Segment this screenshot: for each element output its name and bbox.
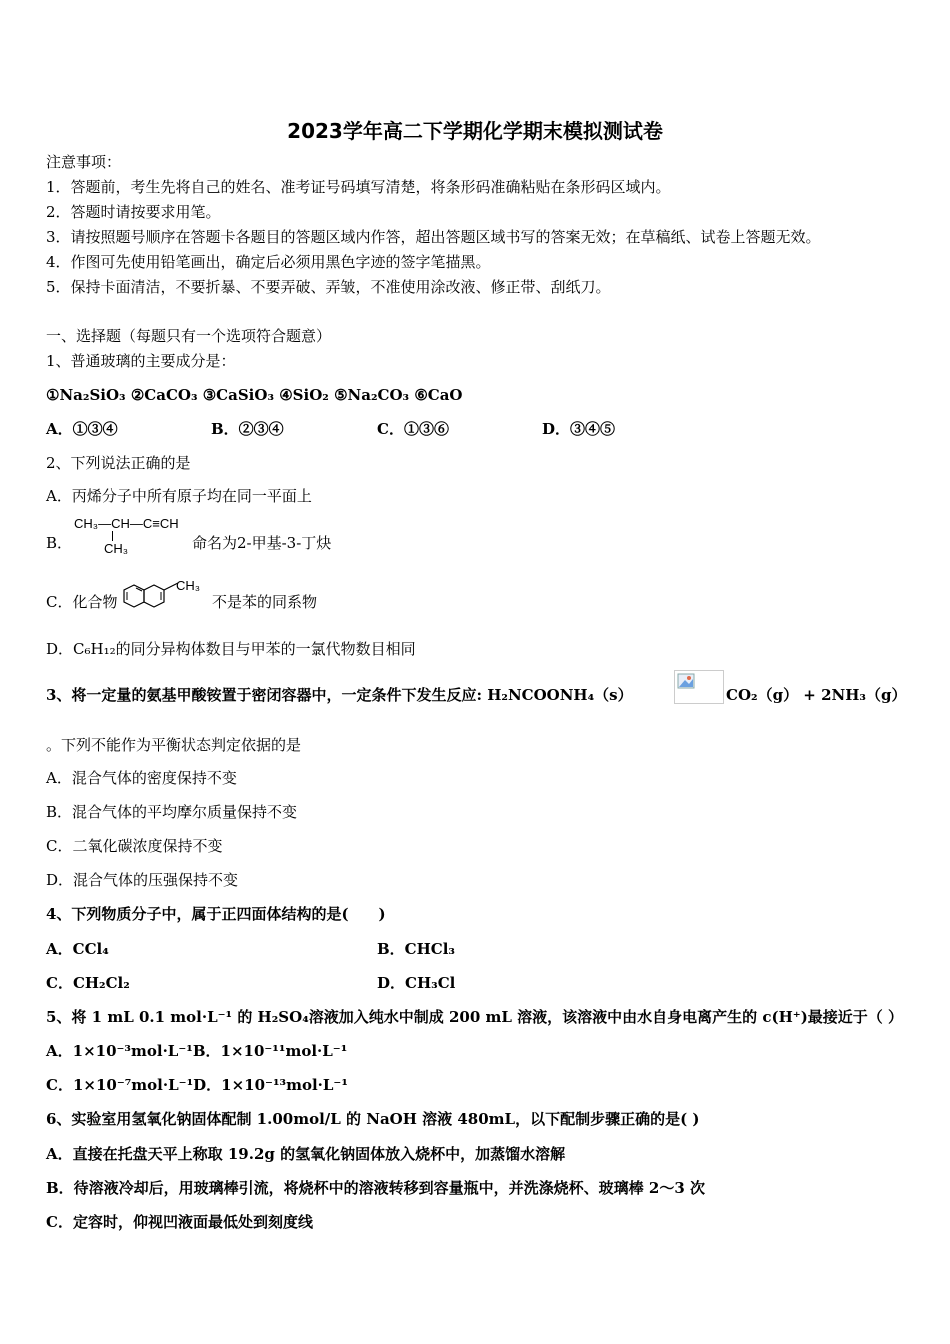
- q3-option-d: D．混合气体的压强保持不变: [46, 871, 239, 889]
- q1-option-a: A．①③④: [46, 420, 118, 438]
- q2-option-b-label: B．: [46, 534, 73, 552]
- q1-items: ①Na₂SiO₃ ②CaCO₃ ③CaSiO₃ ④SiO₂ ⑤Na₂CO₃ ⑥CaO: [46, 386, 463, 404]
- notice-item: 3．请按照题号顺序在答题卡各题目的答题区域内作答，超出答题区域书写的答案无效；在草稿纸、试卷上答题无效。: [46, 228, 821, 246]
- q3-stem: 3、将一定量的氨基甲酸铵置于密闭容器中，一定条件下发生反应: H₂NCOONH₄（s）: [46, 686, 633, 704]
- q2-structure-top: CH₃—CH—C≡CH: [74, 516, 179, 531]
- q4-option-d: D．CH₃Cl: [377, 974, 456, 992]
- q3-option-c: C．二氧化碳浓度保持不变: [46, 837, 223, 855]
- q3-option-b: B．混合气体的平均摩尔质量保持不变: [46, 803, 298, 821]
- q3-stem-continued: 。下列不能作为平衡状态判定依据的是: [46, 736, 302, 754]
- q1-option-b: B．②③④: [211, 420, 284, 438]
- q5-options-ab: A．1×10⁻³mol·L⁻¹B．1×10⁻¹¹mol·L⁻¹: [46, 1042, 348, 1060]
- q1-option-d: D．③④⑤: [542, 420, 616, 438]
- notice-item: 4．作图可先使用铅笔画出，确定后必须用黑色字迹的签字笔描黑。: [46, 253, 491, 271]
- q4-option-b: B．CHCl₃: [377, 940, 455, 958]
- q6-option-b: B．待溶液冷却后，用玻璃棒引流，将烧杯中的溶液转移到容量瓶中，并洗涤烧杯、玻璃棒 2～3 次: [46, 1179, 706, 1197]
- q2-structure-bottom: CH₃: [104, 541, 129, 556]
- q2-option-c-label: C．化合物: [46, 593, 118, 611]
- page-title: 2023学年高二下学期化学期末模拟测试卷: [287, 119, 663, 143]
- q2-option-a: A．丙烯分子中所有原子均在同一平面上: [46, 487, 312, 505]
- notice-item: 5．保持卡面清洁，不要折暴、不要弄破、弄皱，不准使用涂改液、修正带、刮纸刀。: [46, 278, 611, 296]
- section-heading: 一、选择题（每题只有一个选项符合题意）: [46, 327, 332, 345]
- naphthalene-structure-icon: [122, 580, 182, 614]
- q2-option-d: D．C₆H₁₂的同分异构体数目与甲苯的一氯代物数目相同: [46, 640, 416, 658]
- notice-item: 1．答题前，考生先将自己的姓名、准考证号码填写清楚，将条形码准确粘贴在条形码区域内。: [46, 178, 671, 196]
- notice-heading: 注意事项：: [46, 153, 122, 171]
- q4-option-c: C．CH₂Cl₂: [46, 974, 130, 992]
- q2-stem: 2、下列说法正确的是: [46, 454, 191, 472]
- q5-options-cd: C．1×10⁻⁷mol·L⁻¹D．1×10⁻¹³mol·L⁻¹: [46, 1076, 348, 1094]
- notice-item: 2．答题时请按要求用笔。: [46, 203, 221, 221]
- broken-image-icon: [677, 673, 697, 691]
- q1-stem: 1、普通玻璃的主要成分是：: [46, 352, 236, 370]
- q3-stem-products: CO₂（g） + 2NH₃（g）: [726, 686, 907, 704]
- q6-option-a: A．直接在托盘天平上称取 19.2g 的氢氧化钠固体放入烧杯中，加蒸馏水溶解: [46, 1145, 566, 1163]
- q4-stem: 4、下列物质分子中，属于正四面体结构的是( ): [46, 905, 386, 923]
- q6-option-c: C．定容时，仰视凹液面最低处到刻度线: [46, 1213, 313, 1231]
- q4-option-a: A．CCl₄: [46, 940, 109, 958]
- q1-option-c: C．①③⑥: [377, 420, 449, 438]
- q6-stem: 6、实验室用氢氧化钠固体配制 1.00mol/L 的 NaOH 溶液 480mL，以下配制步骤正确的是( ): [46, 1110, 700, 1128]
- equilibrium-arrow-image: [674, 670, 724, 704]
- bond-line: [112, 531, 113, 541]
- q2-option-b-text: 命名为2-甲基-3-丁炔: [192, 534, 332, 552]
- q3-option-a: A．混合气体的密度保持不变: [46, 769, 237, 787]
- q5-stem: 5、将 1 mL 0.1 mol·L⁻¹ 的 H₂SO₄溶液加入纯水中制成 200 mL 溶液，该溶液中由水自身电离产生的 c(H⁺)最接近于（ ）: [46, 1008, 904, 1026]
- q2-option-c-text: 不是苯的同系物: [212, 593, 318, 611]
- q2-methyl-label: CH₃: [176, 578, 201, 593]
